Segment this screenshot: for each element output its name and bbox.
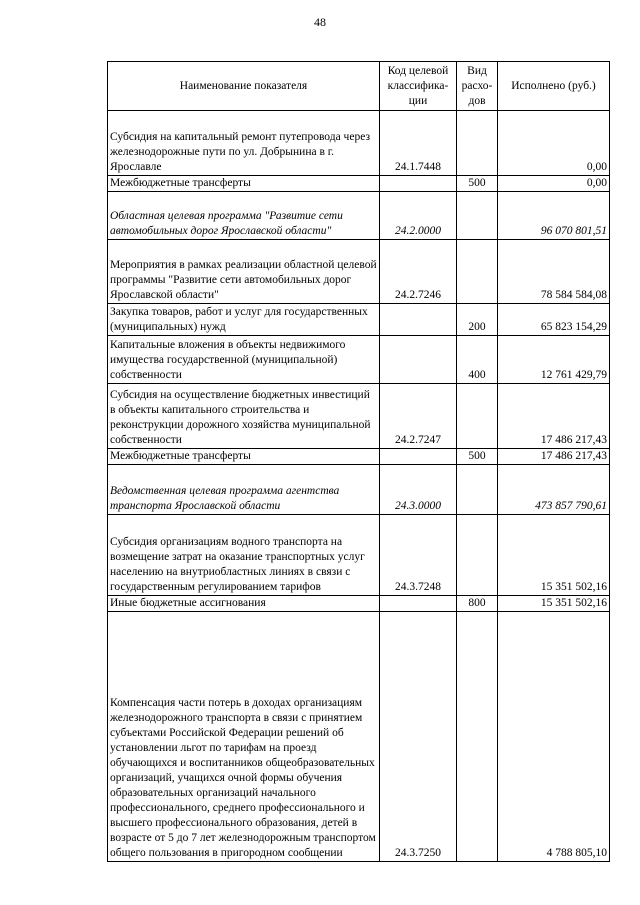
table-row [108, 111, 610, 176]
row-name: Субсидия организациям водного транспорта на возмещение затрат на оказание транспортных услуг населению на внутриобластных линиях в связи с государственным регулированием тарифов [108, 515, 380, 596]
row-amount: 0,00 [498, 176, 610, 192]
row-type: 800 [457, 596, 498, 612]
row-amount: 12 761 429,79 [498, 336, 610, 384]
table-header-row [108, 62, 610, 111]
row-amount: 65 823 154,29 [498, 304, 610, 336]
row-type: 200 [457, 304, 498, 336]
row-code [380, 449, 457, 465]
row-code [380, 176, 457, 192]
row-name: Капитальные вложения в объекты недвижимого имущества государственной (муниципальной) собственности [108, 336, 380, 384]
page-number: 48 [314, 15, 326, 29]
row-amount: 15 351 502,16 [498, 515, 610, 596]
row-name: Мероприятия в рамках реализации областной целевой программы "Развитие сети автомобильных дорог Ярославской области" [108, 240, 380, 304]
table-row [108, 192, 610, 240]
row-name: Областная целевая программа "Развитие сети автомобильных дорог Ярославской области" [108, 192, 380, 240]
row-name: Субсидия на капитальный ремонт путепровода через железнодорожные пути по ул. Добрынина в г. Ярославле [108, 111, 380, 176]
row-code: 24.2.0000 [380, 192, 457, 240]
row-type: 400 [457, 336, 498, 384]
table-row [108, 384, 610, 449]
row-amount: 15 351 502,16 [498, 596, 610, 612]
header-amount: Исполнено (руб.) [498, 62, 610, 111]
row-amount: 78 584 584,08 [498, 240, 610, 304]
row-type: 500 [457, 176, 498, 192]
row-name: Ведомственная целевая программа агентства транспорта Ярославской области [108, 465, 380, 515]
row-code: 24.2.7247 [380, 384, 457, 449]
row-code: 24.3.7248 [380, 515, 457, 596]
header-code: Код целевой классифика-ции [380, 62, 457, 111]
row-code: 24.3.0000 [380, 465, 457, 515]
row-code: 24.1.7448 [380, 111, 457, 176]
row-name: Иные бюджетные ассигнования [108, 596, 380, 612]
row-code [380, 596, 457, 612]
table-row [108, 612, 610, 862]
row-amount: 0,00 [498, 111, 610, 176]
row-type [457, 465, 498, 515]
row-type [457, 384, 498, 449]
row-amount: 96 070 801,51 [498, 192, 610, 240]
table-row [108, 304, 610, 336]
row-name: Компенсация части потерь в доходах организациям железнодорожного транспорта в связи с принятием субъектами Российской Федерации решений об установлении льгот по тарифам на проезд обучающихся и воспитанников общеобразовательных организаций, учащихся очной формы обучения образовательных организаций начального профессионального, среднего профессионального и высшего профессионального образования, детей в возрасте от 5 до 7 лет железнодорожным транспортом общего пользования в пригородном сообщении [108, 612, 380, 862]
row-name: Межбюджетные трансферты [108, 176, 380, 192]
table-row [108, 596, 610, 612]
table-row [108, 240, 610, 304]
row-amount: 17 486 217,43 [498, 449, 610, 465]
table-row [108, 515, 610, 596]
row-type [457, 515, 498, 596]
table-row [108, 449, 610, 465]
row-name: Межбюджетные трансферты [108, 449, 380, 465]
row-code [380, 336, 457, 384]
row-name: Закупка товаров, работ и услуг для государственных (муниципальных) нужд [108, 304, 380, 336]
row-code: 24.2.7246 [380, 240, 457, 304]
row-type [457, 240, 498, 304]
header-name: Наименование показателя [108, 62, 380, 111]
row-type [457, 612, 498, 862]
budget-table [107, 61, 610, 862]
row-type [457, 111, 498, 176]
table-row [108, 176, 610, 192]
header-type: Вид расхо-дов [457, 62, 498, 111]
table-row [108, 465, 610, 515]
table-row [108, 336, 610, 384]
row-name: Субсидия на осуществление бюджетных инвестиций в объекты капитального строительства и реконструкции дорожного хозяйства муниципальной собственности [108, 384, 380, 449]
row-amount: 473 857 790,61 [498, 465, 610, 515]
row-amount: 17 486 217,43 [498, 384, 610, 449]
row-amount: 4 788 805,10 [498, 612, 610, 862]
row-code: 24.3.7250 [380, 612, 457, 862]
row-type [457, 192, 498, 240]
row-type: 500 [457, 449, 498, 465]
row-code [380, 304, 457, 336]
